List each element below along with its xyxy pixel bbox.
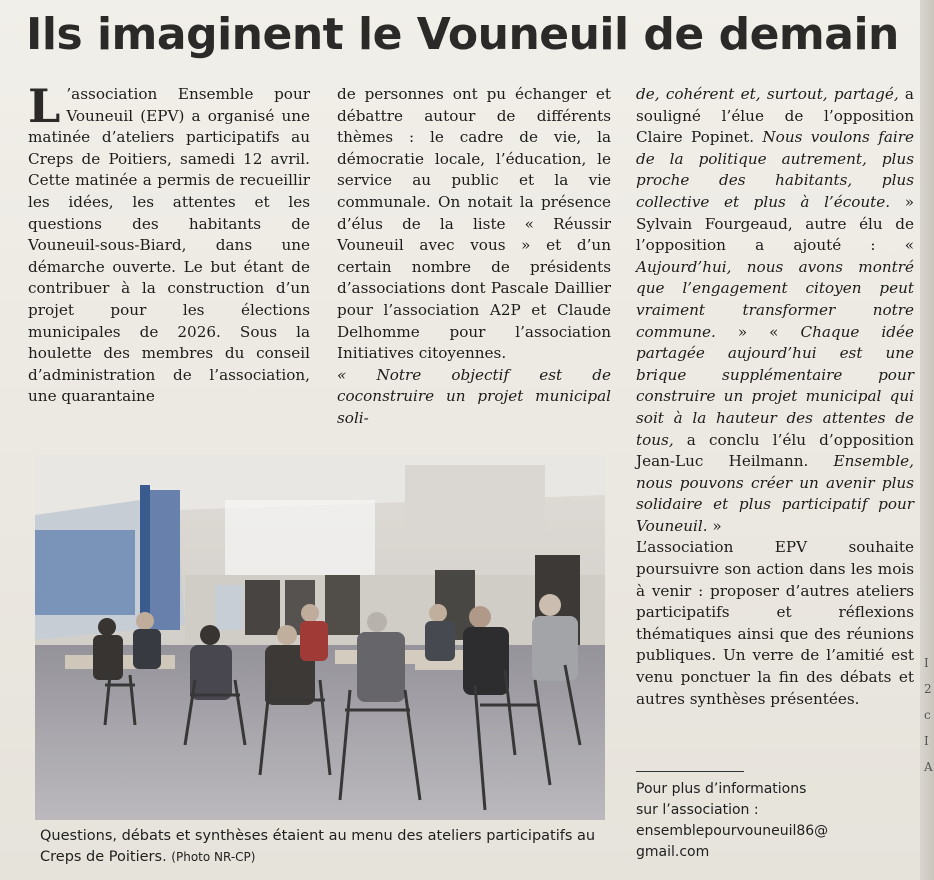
column-3-paragraph-1: [636, 84, 914, 537]
workshop-photo: [35, 455, 605, 820]
edge-char: 2: [924, 682, 932, 696]
edge-char: I: [924, 656, 929, 670]
column-3-paragraph-2: L’association EPV souhaite poursuivre son action dans les mois à venir : proposer d’autres ateliers participatifs et réflexions thématiques ainsi que des réunions publiques. Un verre de l’amitié est venu ponctuer la fin des débats et autres synthèses présentées.: [636, 538, 914, 708]
photo-caption: [40, 826, 620, 868]
adjacent-column-fragments: [924, 650, 934, 780]
quote-part-4: Chaque idée partagée aujourd’hui est une brique supplémentaire pour construire un projet municipal qui soit à la hauteur des attentes de tous,: [636, 322, 914, 449]
quote-part-3: Aujourd’hui, nous avons montré que l’engagement citoyen peut vraiment transformer notre commune.: [636, 257, 914, 341]
quote-separator: » «: [715, 322, 801, 341]
info-email: ensemblepourvouneuil86@: [636, 823, 829, 839]
info-box: [636, 779, 926, 863]
caption-text: Questions, débats et synthèses étaient au menu des ateliers participatifs au Creps de Poitiers.: [40, 828, 596, 865]
quote-part-1: de, cohérent et, surtout, partagé,: [636, 85, 899, 103]
photo-credit: (Photo NR-CP): [171, 850, 256, 864]
attribution-popinet: a souligné l’élue de l’opposition Claire Popinet.: [636, 85, 914, 147]
edge-char: c: [924, 708, 931, 722]
info-divider: [636, 771, 744, 772]
column-1-paragraph: [28, 79, 310, 408]
info-line-1: Pour plus d’informations: [636, 781, 807, 797]
attribution-fourgeaud: » Sylvain Fourgeaud, autre élu de l’opposition a ajouté : «: [636, 192, 914, 255]
quote-part-2: Nous voulons faire de la politique autrement, plus proche des habitants, plus collective et plus à l’écoute.: [636, 128, 914, 211]
column-2-paragraph: [337, 84, 611, 430]
column-1-text: ’association Ensemble pour Vouneuil (EPV) a organisé une matinée d’ateliers participatifs au Creps de Poitiers, samedi 12 avril. Cette matinée a permis de recueillir les idées, les attentes et les questions des habitants de Vouneuil-sous-Biard, dans une démarche ouverte. Le but étant de contribuer à la construction d’un projet pour les élections municipales de 2026. Sous la houlette des membres du conseil d’administration de l’association, une quarantaine: [28, 85, 310, 406]
article-column-2: [337, 84, 611, 430]
article-column-1: [28, 79, 310, 408]
column-2-quote: « Notre objectif est de coconstruire un projet municipal soli-: [337, 365, 611, 427]
attribution-heilmann: a conclu l’élu d’opposition Jean-Luc Heilmann.: [636, 430, 914, 471]
drop-cap: L: [28, 79, 61, 133]
column-2-text: de personnes ont pu échanger et débattre autour de différents thèmes : le cadre de vie, la démocratie locale, l’éducation, le service au public et la vie communale. On notait la présence d’élus de la liste « Réussir Vouneuil avec vous » et d’un certain nombre de présidents d’associations dont Pascale Daillier pour l’association A2P et Claude Delhomme pour l’association Initiatives citoyennes.: [337, 85, 611, 363]
info-email-domain: gmail.com: [636, 844, 710, 860]
info-line-2: sur l’association :: [636, 802, 759, 818]
article-headline: Ils imaginent le Vouneuil de demain: [26, 9, 899, 60]
quote-close: »: [707, 516, 722, 535]
quote-part-5: Ensemble, nous pouvons créer un avenir plus solidaire et plus participatif pour Vouneuil.: [636, 452, 914, 535]
edge-char: I: [924, 734, 929, 748]
edge-char: A: [924, 760, 933, 774]
article-column-3: [636, 84, 914, 710]
